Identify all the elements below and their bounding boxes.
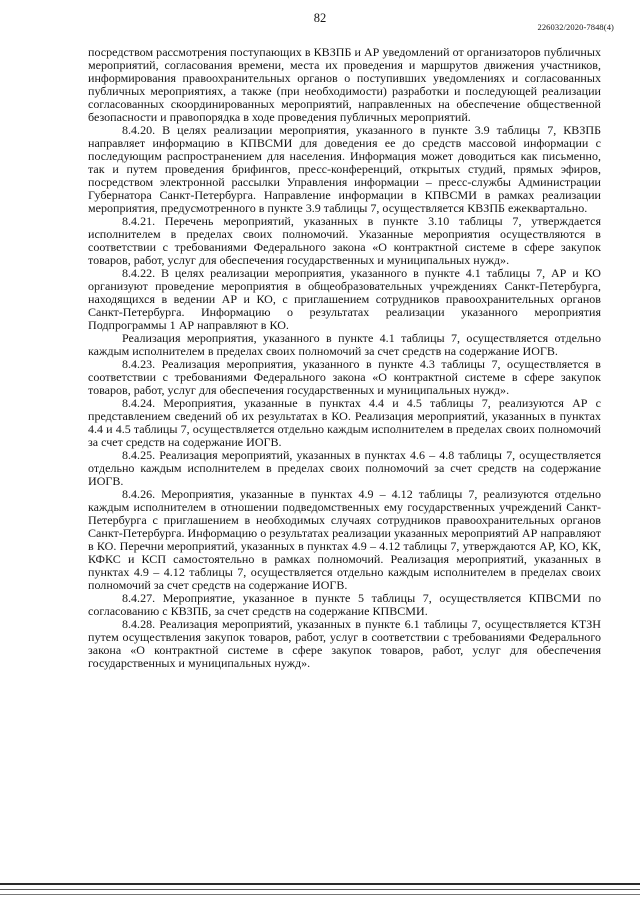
document-registration-number: 226032/2020-7848(4) — [537, 22, 614, 32]
paragraph-8-4-23: 8.4.23. Реализация мероприятия, указанного в пункте 4.3 таблицы 7, осуществляется в соответствии с требованиями Федерального закона «О контрактной системе в сфере закупок товаров, работ, услуг для обеспечения государственных и муниципальных нужд». — [88, 357, 601, 397]
paragraph-8-4-26: 8.4.26. Мероприятия, указанные в пунктах 4.9 – 4.12 таблицы 7, реализуются отдельно каждым исполнителем в отношении подведомственных ему государственных учреждений Санкт-Петербурга с приглашением в необходимых случаях сотрудников правоохранительных органов Санкт-Петербурга. Информацию о результатах реализации указанных мероприятий АР направляют в КО. Перечни мероприятий, указанных в пунктах 4.9 – 4.12 таблицы 7, утверждаются АР, КО, КК, КФКС и КСП самостоятельно в рамках полномочий. Реализация мероприятий, указанных в пунктах 4.9 – 4.12 таблицы 7, осуществляется отдельно каждым исполнителем в пределах своих полномочий за счет средств на содержание ИОГВ. — [88, 487, 601, 592]
scan-border-line — [0, 894, 640, 895]
page-number: 82 — [313, 11, 327, 25]
paragraph-8-4-20: 8.4.20. В целях реализации мероприятия, указанного в пункте 3.9 таблицы 7, КВЗПБ направляет информацию в КПВСМИ для доведения ее до средств массовой информации с последующим распространением для населения. Информация может доводиться как письменно, так и путем проведения брифингов, пресс-конференций, открытых студий, прямых эфиров, посредством электронной рассылки Управления информации – пресс-службы Администрации Губернатора Санкт-Петербурга. Направление информации в КПВСМИ в рамках реализации мероприятия, предусмотренного в пункте 3.9 таблицы 7, осуществляется КВЗПБ ежеквартально. — [88, 123, 601, 215]
scan-bottom-border — [0, 879, 640, 905]
paragraph-8-4-25: 8.4.25. Реализация мероприятий, указанных в пунктах 4.6 – 4.8 таблицы 7, осуществляется отдельно каждым исполнителем в пределах своих полномочий за счет средств на содержание ИОГВ. — [88, 448, 601, 488]
paragraph-8-4-24: 8.4.24. Мероприятия, указанные в пунктах 4.4 и 4.5 таблицы 7, реализуются АР с представлением сведений об их результатах в КО. Реализация мероприятий, указанных в пунктах 4.4 и 4.5 таблицы 7, осуществляется отдельно каждым исполнителем в пределах своих полномочий за счет средств на содержание ИОГВ. — [88, 396, 601, 449]
paragraph-continuation: посредством рассмотрения поступающих в КВЗПБ и АР уведомлений от организаторов публичных мероприятий, согласования времени, места их проведения и маршрутов движения участников, информирования правоохранительных органов о поступивших уведомлениях и согласованных публичных мероприятиях, а также (при необходимости) разработки и последующей реализации согласованных скоординированных мероприятий, направленных на обеспечение общественной безопасности и правопорядка в ходе проведения публичных мероприятий. — [88, 45, 601, 124]
paragraph-8-4-21: 8.4.21. Перечень мероприятий, указанных в пункте 3.10 таблицы 7, утверждается исполнителем в пределах своих полномочий. Указанные мероприятия осуществляются в соответствии с требованиями Федерального закона «О контрактной системе в сфере закупок товаров, работ, услуг для обеспечения государственных и муниципальных нужд». — [88, 214, 601, 267]
paragraph-8-4-27: 8.4.27. Мероприятие, указанное в пункте 5 таблицы 7, осуществляется КПВСМИ по согласованию с КВЗПБ, за счет средств на содержание КПВСМИ. — [88, 591, 601, 618]
scan-border-line — [0, 883, 640, 885]
document-body — [88, 46, 601, 670]
paragraph-8-4-28: 8.4.28. Реализация мероприятий, указанных в пункте 6.1 таблицы 7, осуществляется КТЗН путем осуществления закупок товаров, работ, услуг в соответствии с требованиями Федерального закона «О контрактной системе в сфере закупок товаров, работ, услуг для обеспечения государственных и муниципальных нужд». — [88, 617, 601, 670]
scan-border-line — [0, 889, 640, 890]
paragraph-8-4-22-funding: Реализация мероприятия, указанного в пункте 4.1 таблицы 7, осуществляется отдельно каждым исполнителем в пределах своих полномочий за счет средств на содержание ИОГВ. — [88, 331, 601, 358]
paragraph-8-4-22: 8.4.22. В целях реализации мероприятия, указанного в пункте 4.1 таблицы 7, АР и КО организуют проведение мероприятия в общеобразовательных учреждениях Санкт-Петербурга, находящихся в ведении АР и КО, с приглашением сотрудников правоохранительных органов Санкт-Петербурга. Информацию о результатах реализации указанного мероприятия Подпрограммы 1 АР направляют в КО. — [88, 266, 601, 332]
